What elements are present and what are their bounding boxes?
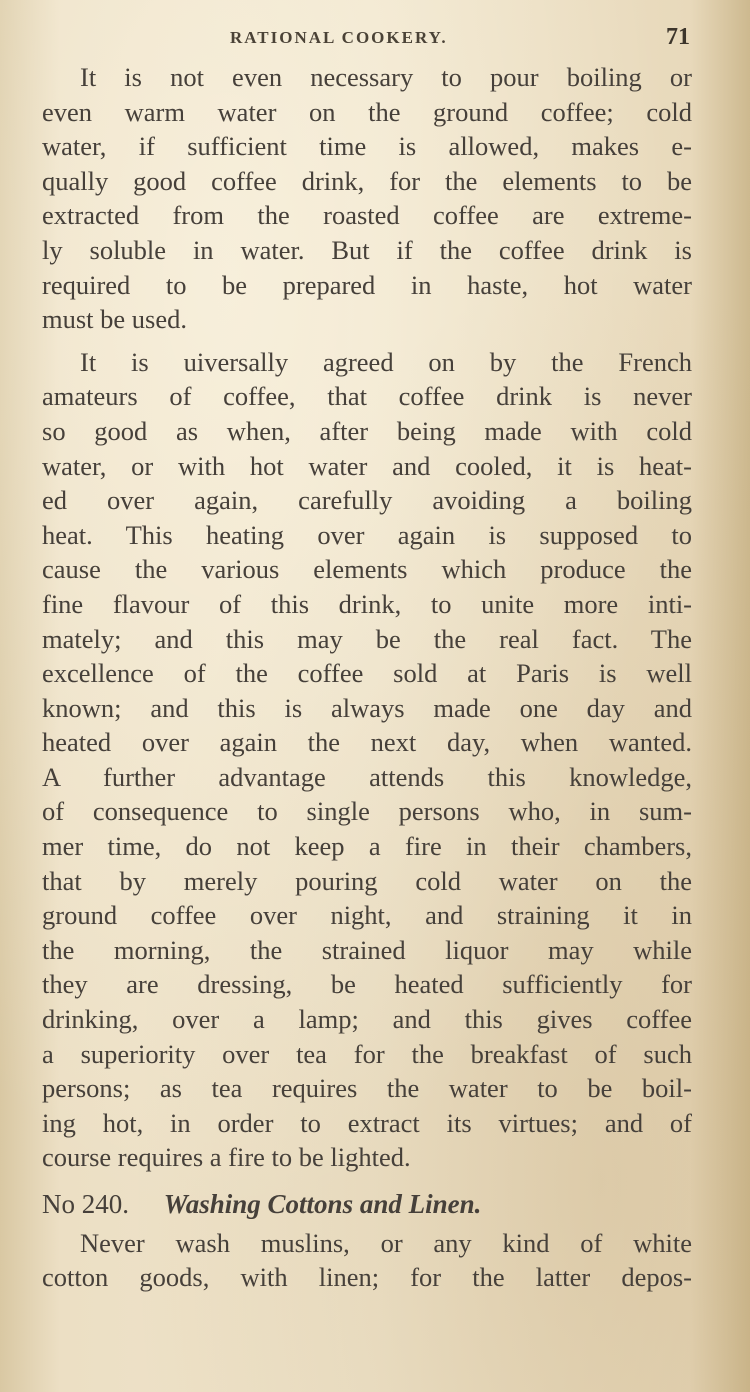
text-line: mately; and this may be the real fact. The: [42, 623, 692, 654]
text-line: heat. This heating over again is supposed to: [42, 519, 692, 550]
text-line: a superiority over tea for the breakfast of such: [42, 1038, 692, 1069]
text-line: heated over again the next day, when wanted.: [42, 727, 692, 758]
text-line: qually good coffee drink, for the elements to be: [42, 165, 692, 196]
text-line: ly soluble in water. But if the coffee drink is: [42, 234, 692, 265]
section-title: Washing Cottons and Linen.: [163, 1189, 482, 1219]
text-line: A further advantage attends this knowledge,: [42, 761, 692, 792]
text-line: so good as when, after being made with cold: [42, 415, 692, 446]
text-line: the morning, the strained liquor may while: [42, 934, 692, 965]
text-line: they are dressing, be heated sufficiently for: [42, 969, 692, 1000]
text-line: that by merely pouring cold water on the: [42, 865, 692, 896]
text-line: water, or with hot water and cooled, it is heat-: [42, 450, 692, 481]
text-line: of consequence to single persons who, in sum-: [42, 796, 692, 827]
text-line: cotton goods, with linen; for the latter depos-: [42, 1262, 692, 1293]
text-line: water, if sufficient time is allowed, makes e-: [42, 131, 692, 162]
page-body: [42, 60, 692, 1295]
text-line: extracted from the roasted coffee are extreme-: [42, 200, 692, 231]
text-line: required to be prepared in haste, hot water: [42, 269, 692, 300]
text-line: excellence of the coffee sold at Paris is well: [42, 658, 692, 689]
text-line: known; and this is always made one day and: [42, 692, 692, 723]
text-line: cause the various elements which produce the: [42, 554, 692, 585]
text-line: ground coffee over night, and straining it in: [42, 900, 692, 931]
text-line: ed over again, carefully avoiding a boiling: [42, 485, 692, 516]
paragraph-washing: [42, 1226, 692, 1295]
paragraph-gap: [42, 337, 692, 345]
running-title: RATIONAL COOKERY.: [230, 28, 448, 47]
text-line: persons; as tea requires the water to be boil-: [42, 1073, 692, 1104]
text-line: must be used.: [42, 304, 187, 335]
section-number: No 240.: [42, 1189, 129, 1219]
text-line: amateurs of coffee, that coffee drink is never: [42, 381, 692, 412]
text-line: course requires a fire to be lighted.: [42, 1142, 411, 1173]
text-line: It is uiversally agreed on by the French: [80, 346, 692, 377]
text-line: It is not even necessary to pour boiling or: [80, 62, 692, 92]
text-line: drinking, over a lamp; and this gives coffee: [42, 1004, 692, 1035]
text-line: even warm water on the ground coffee; cold: [42, 96, 692, 127]
text-line: fine flavour of this drink, to unite more inti-: [42, 588, 692, 619]
page-number: 71: [666, 24, 690, 50]
paragraph-french-coffee: [42, 345, 692, 1175]
paragraph-coffee-water: [42, 60, 692, 337]
text-line: Never wash muslins, or any kind of white: [80, 1227, 692, 1258]
section-heading: [42, 1187, 692, 1222]
page-header: [40, 24, 690, 54]
text-line: mer time, do not keep a fire in their chambers,: [42, 831, 692, 862]
text-line: ing hot, in order to extract its virtues; and of: [42, 1107, 692, 1138]
